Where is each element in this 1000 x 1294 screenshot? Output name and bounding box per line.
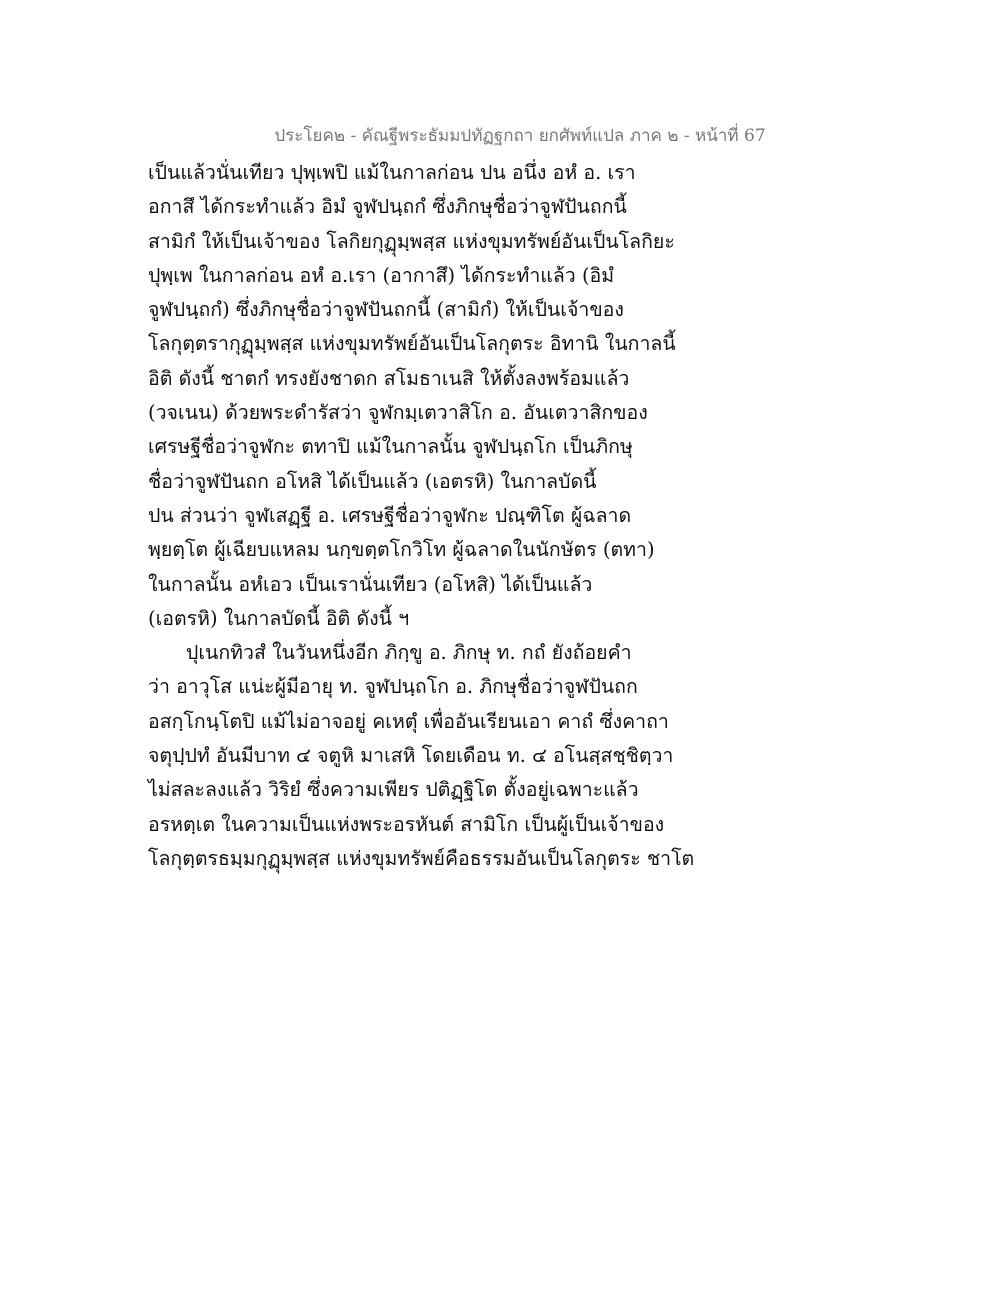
text-line: (เอตรหิ) ในกาลบัดนี้ อิติ ดังนี้ ฯ [148, 606, 410, 630]
text-line: ไม่สละลงแล้ว วิริยํ ซึ่งความเพียร ปติฏฺฐิโต ตั้งอยู่เฉพาะแล้ว [148, 778, 639, 802]
running-header: ประโยค๒ - คัณฐีพระธัมมปทัฏฐกถา ยกศัพท์แปล ภาค ๒ - หน้าที่ 67 [274, 126, 766, 146]
body-text [148, 156, 708, 876]
text-line: โลกุตฺตรากุฏุมฺพสฺส แห่งขุมทรัพย์อันเป็นโลกุตระ อิทานิ ในกาลนี้ [148, 332, 676, 356]
text-line: ปุพฺเพ ในกาลก่อน อหํ อ.เรา (อากาสึ) ได้กระทำแล้ว (อิมํ [148, 263, 615, 287]
text-line: ชื่อว่าจูฬปันถก อโหสิ ได้เป็นแล้ว (เอตรหิ) ในกาลบัดนี้ [148, 469, 597, 493]
text-line: อกาสึ ได้กระทำแล้ว อิมํ จูฬปนฺถกํ ซึ่งภิกษุชื่อว่าจูฬปันถกนี้ [148, 195, 627, 219]
text-line: เศรษฐีชื่อว่าจูฬกะ ตทาปิ แม้ในกาลนั้น จูฬปนฺถโก เป็นภิกษุ [148, 435, 633, 459]
text-line: อสกฺโกนฺโตปิ แม้ไม่อาจอยู่ คเหตุํ เพื่ออันเรียนเอา คาถํ ซึ่งคาถา [148, 709, 669, 733]
paragraph-first-line: ปุเนกทิวสํ ในวันหนึ่งอีก ภิกฺขู อ. ภิกษุ ท. กถํ ยังถ้อยคำ [186, 641, 632, 665]
text-line: จูฬปนฺถกํ) ซึ่งภิกษุชื่อว่าจูฬปันถกนี้ (สามิกํ) ให้เป็นเจ้าของ [148, 298, 624, 322]
text-line: อิติ ดังนี้ ชาตกํ ทรงยังชาดก สโมธาเนสิ ให้ตั้งลงพร้อมแล้ว [148, 366, 630, 390]
text-line: อรหตฺเต ในความเป็นแห่งพระอรหันต์ สามิโก เป็นผู้เป็นเจ้าของ [148, 812, 665, 836]
text-line: ว่า อาวุโส แน่ะผู้มีอายุ ท. จูฬปนฺถโก อ. ภิกษุชื่อว่าจูฬปันถก [148, 675, 638, 699]
text-line: พฺยตฺโต ผู้เฉียบแหลม นกฺขตฺตโกวิโท ผู้ฉลาดในนักษัตร (ตทา) [148, 538, 655, 562]
text-line: สามิกํ ให้เป็นเจ้าของ โลกิยกุฏุมฺพสฺส แห่งขุมทรัพย์อันเป็นโลกิยะ [148, 229, 675, 253]
text-line: (วจเนน) ด้วยพระดำรัสว่า จูฬกมฺเตวาสิโก อ. อันเตวาสิกของ [148, 401, 648, 425]
text-line: โลกุตฺตรธมฺมกุฏุมฺพสฺส แห่งขุมทรัพย์คือธรรมอันเป็นโลกุตระ ชาโต [148, 846, 695, 870]
text-line: เป็นแล้วนั่นเทียว ปุพฺเพปิ แม้ในกาลก่อน ปน อนึ่ง อหํ อ. เรา [148, 161, 636, 184]
text-line: ปน ส่วนว่า จูฬเสฏฺฐี อ. เศรษฐีชื่อว่าจูฬกะ ปณฺฑิโต ผู้ฉลาด [148, 503, 632, 527]
text-line: ในกาลนั้น อหํเอว เป็นเรานั่นเทียว (อโหสิ) ได้เป็นแล้ว [148, 572, 593, 596]
text-line: จตุปฺปทํ อันมีบาท ๔ จตูหิ มาเสหิ โดยเดือน ท. ๔ อโนสฺสชฺชิตฺวา [148, 744, 674, 768]
